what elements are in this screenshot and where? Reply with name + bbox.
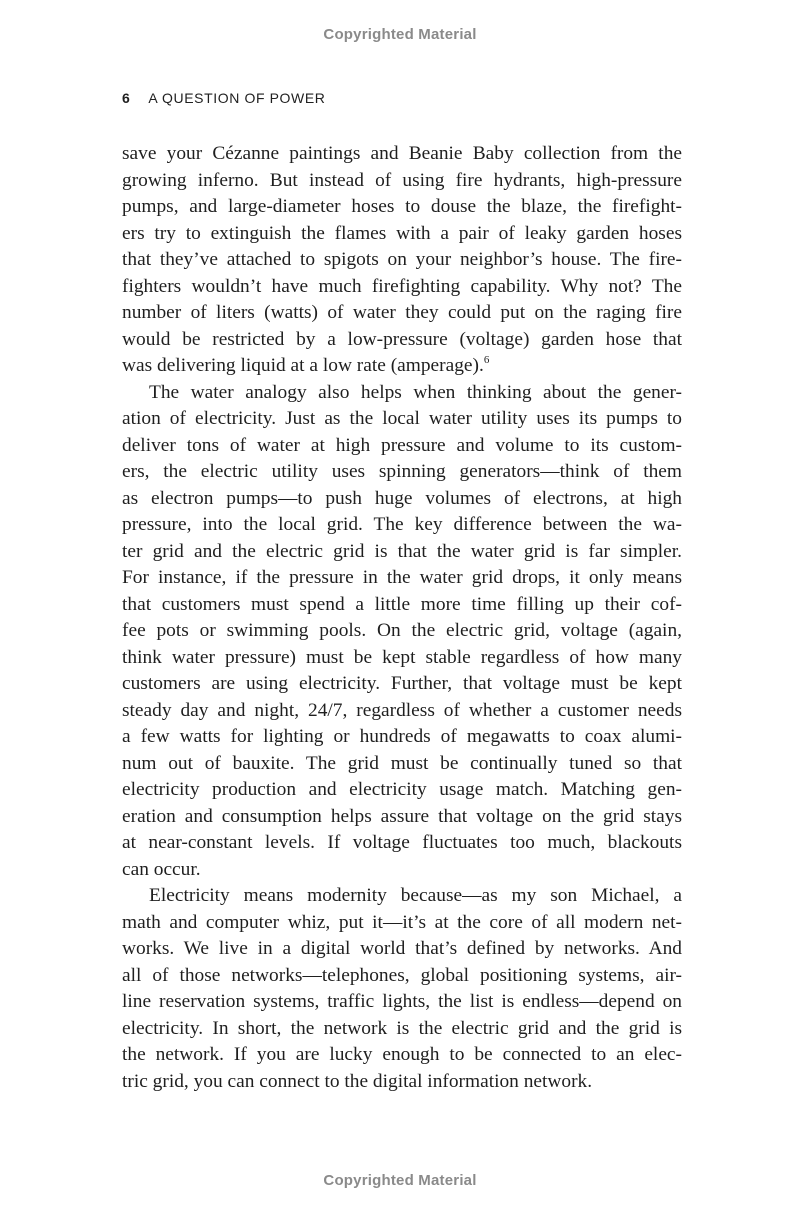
text-line: deliver tons of water at high pressure and volume to its custom- (122, 434, 682, 456)
text-line: line reservation systems, traffic lights, the list is endless—depend on (122, 991, 682, 1012)
text-line-content: was delivering liquid at a low rate (amperage). (122, 355, 484, 376)
text-line: eration and consumption helps assure that voltage on the grid stays (122, 805, 682, 827)
text-line: math and computer whiz, put it—it’s at the core of all modern net- (122, 911, 682, 933)
text-line: ers try to extinguish the flames with a pair of leaky garden hoses (122, 222, 682, 244)
body-text (122, 141, 682, 1095)
text-line: num out of bauxite. The grid must be continually tuned so that (122, 752, 682, 774)
text-line: growing inferno. But instead of using fire hydrants, high-pressure (122, 169, 682, 191)
text-line: electricity production and electricity usage match. Matching gen- (122, 779, 682, 800)
text-line: that they’ve attached to spigots on your neighbor’s house. The fire- (122, 249, 682, 270)
text-line: ation of electricity. Just as the local water utility uses its pumps to (122, 408, 682, 429)
page-number: 6 (122, 90, 131, 106)
text-line: The water analogy also helps when thinking about the gener- (149, 381, 682, 403)
text-line: ers, the electric utility uses spinning generators—think of them (122, 461, 682, 482)
text-line: save your Cézanne paintings and Beanie Baby collection from the (122, 143, 682, 164)
text-line: as electron pumps—to push huge volumes of electrons, at high (122, 487, 682, 509)
copyright-watermark-top: Copyrighted Material (323, 26, 477, 43)
running-head (122, 90, 325, 106)
footnote-marker: 6 (483, 354, 490, 366)
text-line: pumps, and large-diameter hoses to douse the blaze, the firefight- (122, 196, 682, 217)
running-head-title: A QUESTION OF POWER (148, 90, 326, 106)
copyright-watermark-bottom: Copyrighted Material (323, 1172, 477, 1189)
text-line: electricity. In short, the network is the electric grid and the grid is (122, 1017, 682, 1039)
text-line (122, 353, 682, 380)
text-line: tric grid, you can connect to the digital information network. (122, 1070, 593, 1092)
text-line: customers are using electricity. Further, that voltage must be kept (122, 673, 682, 694)
text-line: works. We live in a digital world that’s defined by networks. And (122, 938, 682, 959)
text-line: For instance, if the pressure in the water grid drops, it only means (122, 567, 682, 588)
text-line: number of liters (watts) of water they could put on the raging fire (122, 302, 682, 323)
text-line: ter grid and the electric grid is that the water grid is far simpler. (122, 540, 682, 562)
text-line: would be restricted by a low-pressure (voltage) garden hose that (122, 328, 682, 350)
text-line: can occur. (122, 858, 201, 880)
text-line: the network. If you are lucky enough to be connected to an elec- (122, 1044, 682, 1065)
text-line: at near-constant levels. If voltage fluctuates too much, blackouts (122, 832, 682, 853)
text-line: pressure, into the local grid. The key difference between the wa- (122, 514, 682, 535)
text-line: that customers must spend a little more time filling up their cof- (122, 593, 682, 615)
text-line: Electricity means modernity because—as my son Michael, a (149, 885, 682, 906)
text-line: fighters wouldn’t have much firefighting capability. Why not? The (122, 275, 682, 297)
text-line: all of those networks—telephones, global positioning systems, air- (122, 964, 682, 986)
text-line: fee pots or swimming pools. On the electric grid, voltage (again, (122, 620, 682, 641)
text-line: a few watts for lighting or hundreds of megawatts to coax alumi- (122, 726, 682, 747)
text-line: steady day and night, 24/7, regardless of whether a customer needs (122, 699, 682, 721)
text-line: think water pressure) must be kept stable regardless of how many (122, 646, 682, 668)
